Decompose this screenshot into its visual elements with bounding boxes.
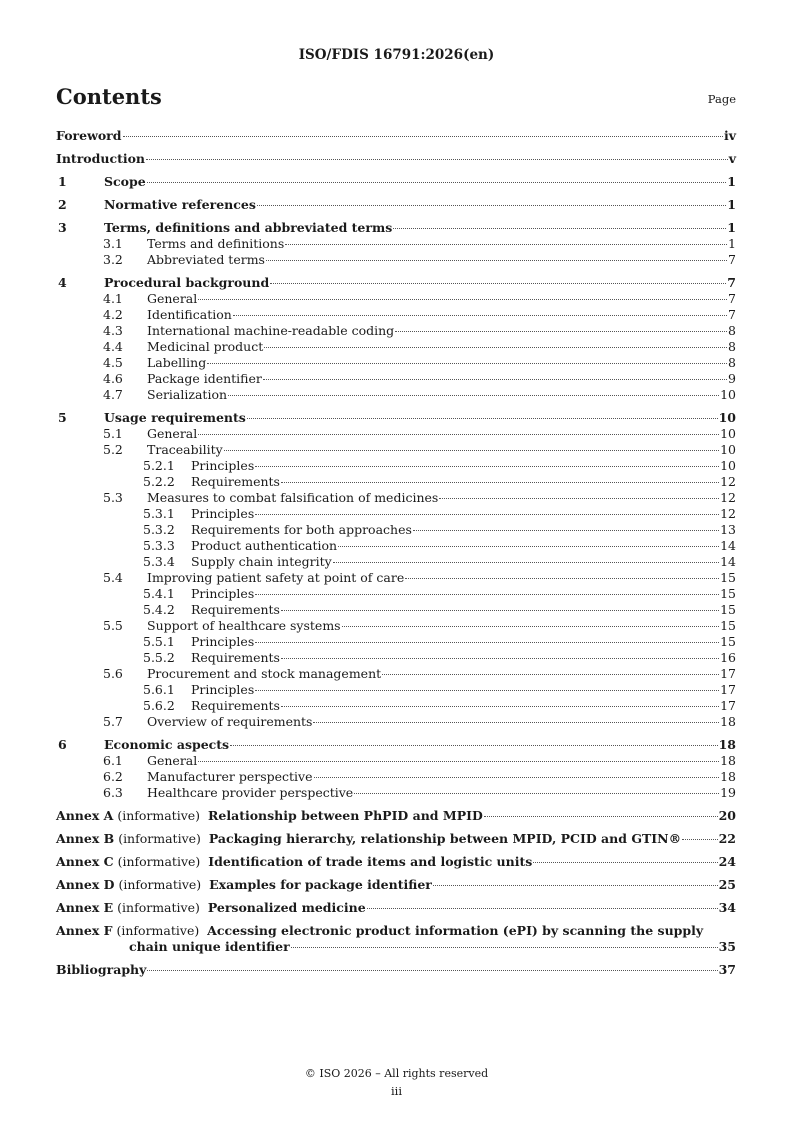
toc-number: 6 — [58, 737, 67, 752]
toc-entry-section-5-3-4[interactable] — [56, 554, 736, 570]
toc-entry-section-5-1[interactable] — [56, 426, 736, 442]
leader-dots — [230, 745, 718, 746]
leader-dots — [270, 283, 726, 284]
toc-title: Procedural background — [104, 275, 270, 290]
leader-dots — [314, 777, 720, 778]
toc-title: Requirements — [191, 602, 280, 617]
document-id: ISO/FDIS 16791:2026(en) — [298, 47, 495, 63]
leader-dots — [533, 862, 717, 863]
toc-page: 1 — [728, 236, 736, 251]
toc-page: 8 — [728, 323, 736, 338]
toc-title: Product authentication — [191, 538, 338, 553]
leader-dots — [255, 466, 719, 467]
toc-title: International machine-readable coding — [147, 323, 395, 338]
toc-page: 14 — [720, 554, 736, 569]
toc-title: Requirements — [191, 474, 280, 489]
toc-entry-section-4-7[interactable] — [56, 387, 736, 403]
toc-title: General — [147, 426, 198, 441]
leader-dots — [382, 674, 719, 675]
toc-page: 22 — [718, 831, 736, 846]
toc-entry-section-5-2[interactable] — [56, 442, 736, 458]
toc-page: 17 — [720, 682, 736, 697]
toc-title: Identification of trade items and logistic units — [208, 854, 533, 869]
leader-dots — [255, 642, 719, 643]
toc-entry-section-3-2[interactable] — [56, 252, 736, 268]
toc-number: 4.2 — [103, 307, 123, 322]
toc-entry-section-6-1[interactable] — [56, 753, 736, 769]
toc-page: 10 — [718, 410, 736, 425]
toc-page: 15 — [720, 586, 736, 601]
toc-entry-annex-f[interactable] — [56, 923, 736, 955]
toc-page: v — [728, 151, 736, 166]
leader-dots — [198, 761, 719, 762]
toc-page: 24 — [718, 854, 736, 869]
toc-title-line1: Accessing electronic product information (ePI) by scanning the supply — [207, 923, 704, 938]
toc-title: Examples for package identifier — [209, 877, 432, 892]
toc-entry-section-5-3-1[interactable] — [56, 506, 736, 522]
toc-entry-section-4-5[interactable] — [56, 355, 736, 371]
leader-dots — [266, 260, 727, 261]
toc-page: 13 — [720, 522, 736, 537]
leader-dots — [405, 578, 719, 579]
toc-number: 5.5.2 — [143, 650, 175, 665]
toc-number: 5.7 — [103, 714, 123, 729]
toc-number: 3 — [58, 220, 67, 235]
leader-dots — [281, 706, 719, 707]
toc-title: Requirements — [191, 698, 280, 713]
leader-dots — [247, 418, 718, 419]
toc-title: Normative references — [104, 197, 256, 212]
toc-page: 1 — [727, 220, 736, 235]
toc-page: 18 — [718, 737, 736, 752]
leader-dots — [255, 514, 719, 515]
toc-title: Terms and definitions — [147, 236, 285, 251]
leader-dots — [439, 498, 719, 499]
toc-number: 5.2 — [103, 442, 123, 457]
toc-number: 4.4 — [103, 339, 123, 354]
toc-page: iv — [723, 128, 736, 143]
toc-entry-section-5-2-2[interactable] — [56, 474, 736, 490]
toc-page: 15 — [720, 634, 736, 649]
page-column-label: Page — [707, 92, 736, 106]
toc-title: Packaging hierarchy, relationship between MPID, PCID and GTIN® — [208, 831, 682, 846]
toc-title: Support of healthcare systems — [147, 618, 341, 633]
leader-dots — [281, 610, 719, 611]
toc-page: 10 — [720, 442, 736, 457]
toc-page: 9 — [728, 371, 736, 386]
leader-dots — [367, 908, 718, 909]
toc-title: Principles — [191, 682, 255, 697]
leader-dots — [264, 347, 727, 348]
toc-page: 7 — [727, 275, 736, 290]
leader-dots — [413, 530, 719, 531]
toc-page: 10 — [720, 426, 736, 441]
toc-page: 8 — [728, 355, 736, 370]
leader-dots — [342, 626, 720, 627]
leader-dots — [291, 947, 718, 948]
annex-label: Annex C — [56, 854, 114, 869]
toc-title: General — [147, 753, 198, 768]
toc-entry-section-1[interactable] — [56, 174, 736, 190]
toc-title: Serialization — [147, 387, 228, 402]
annex-type: (informative) — [118, 831, 201, 846]
toc-title: Introduction — [56, 151, 146, 166]
toc-number: 5.4.1 — [143, 586, 175, 601]
toc-number: 3.1 — [103, 236, 123, 251]
toc-entry-section-6-3[interactable] — [56, 785, 736, 801]
toc-entry-section-5-6-1[interactable] — [56, 682, 736, 698]
annex-type: (informative) — [116, 923, 200, 938]
toc-number: 3.2 — [103, 252, 123, 267]
toc-title: Principles — [191, 506, 255, 521]
table-of-contents — [56, 128, 736, 978]
toc-page: 7 — [728, 307, 736, 322]
toc-page: 18 — [720, 753, 736, 768]
toc-title: Usage requirements — [104, 410, 246, 425]
leader-dots — [255, 594, 719, 595]
toc-entry-section-5-4[interactable] — [56, 570, 736, 586]
toc-entry-section-4-4[interactable] — [56, 339, 736, 355]
leader-dots — [257, 205, 726, 206]
toc-entry-section-4-2[interactable] — [56, 307, 736, 323]
toc-entry-section-5-4-1[interactable] — [56, 586, 736, 602]
leader-dots — [123, 136, 723, 137]
toc-entry-section-5-3-2[interactable] — [56, 522, 736, 538]
toc-entry-section-3-1[interactable] — [56, 236, 736, 252]
toc-title: Scope — [104, 174, 146, 189]
toc-number: 5.5 — [103, 618, 123, 633]
toc-entry-section-5-5[interactable] — [56, 618, 736, 634]
toc-page: 17 — [720, 666, 736, 681]
toc-title: Requirements — [191, 650, 280, 665]
toc-number: 4.7 — [103, 387, 123, 402]
toc-title: Principles — [191, 458, 255, 473]
toc-page: 18 — [720, 769, 736, 784]
toc-number: 4 — [58, 275, 67, 290]
leader-dots — [313, 722, 719, 723]
toc-entry-section-5[interactable] — [56, 410, 736, 426]
toc-number: 5.3 — [103, 490, 123, 505]
toc-number: 4.1 — [103, 291, 123, 306]
annex-type: (informative) — [117, 854, 201, 869]
toc-number: 5.6.2 — [143, 698, 175, 713]
toc-title: Personalized medicine — [207, 900, 366, 915]
toc-number: 6.2 — [103, 769, 123, 784]
toc-page: 12 — [720, 490, 736, 505]
leader-dots — [333, 562, 719, 563]
toc-entry-annex-a[interactable] — [56, 808, 736, 824]
leader-dots — [281, 482, 719, 483]
toc-page: 12 — [720, 474, 736, 489]
toc-page: 12 — [720, 506, 736, 521]
leader-dots — [228, 395, 719, 396]
leader-dots — [354, 793, 719, 794]
toc-entry-section-4[interactable] — [56, 275, 736, 291]
toc-title: General — [147, 291, 198, 306]
toc-page: 34 — [718, 900, 736, 915]
toc-entry-bibliography[interactable] — [56, 962, 736, 978]
toc-entry-section-6[interactable] — [56, 737, 736, 753]
toc-page: 17 — [720, 698, 736, 713]
leader-dots — [393, 228, 726, 229]
toc-title: Foreword — [56, 128, 122, 143]
toc-number: 5.3.2 — [143, 522, 175, 537]
toc-entry-section-5-3-3[interactable] — [56, 538, 736, 554]
toc-title: Procurement and stock management — [147, 666, 382, 681]
annex-label: Annex D — [56, 877, 115, 892]
toc-entry-introduction[interactable] — [56, 151, 736, 167]
leader-dots — [198, 299, 727, 300]
leader-dots — [255, 690, 719, 691]
toc-number: 5.3.4 — [143, 554, 175, 569]
toc-page: 25 — [718, 877, 736, 892]
leader-dots — [147, 970, 717, 971]
toc-page: 15 — [720, 570, 736, 585]
leader-dots — [263, 379, 727, 380]
toc-page: 14 — [720, 538, 736, 553]
toc-number: 5.2.2 — [143, 474, 175, 489]
toc-title: Economic aspects — [104, 737, 230, 752]
toc-page: 7 — [728, 291, 736, 306]
toc-entry-annex-b[interactable] — [56, 831, 736, 847]
annex-label: Annex B — [56, 831, 115, 846]
toc-title: Overview of requirements — [147, 714, 313, 729]
toc-number: 5.2.1 — [143, 458, 175, 473]
toc-title: Traceability — [147, 442, 223, 457]
toc-number: 2 — [58, 197, 67, 212]
toc-entry-section-6-2[interactable] — [56, 769, 736, 785]
toc-title: Medicinal product — [147, 339, 264, 354]
annex-label: Annex E — [56, 900, 114, 915]
toc-entry-annex-e[interactable] — [56, 900, 736, 916]
toc-number: 5.5.1 — [143, 634, 175, 649]
toc-entry-foreword[interactable] — [56, 128, 736, 144]
toc-title: Principles — [191, 586, 255, 601]
page-number: iii — [390, 1084, 403, 1098]
toc-number: 5.3.1 — [143, 506, 175, 521]
leader-dots — [198, 434, 719, 435]
toc-page: 10 — [720, 458, 736, 473]
toc-page: 8 — [728, 339, 736, 354]
annex-type: (informative) — [117, 900, 200, 915]
leader-dots — [281, 658, 719, 659]
leader-dots — [433, 885, 718, 886]
leader-dots — [285, 244, 727, 245]
toc-number: 5 — [58, 410, 67, 425]
toc-title: Principles — [191, 634, 255, 649]
toc-page: 37 — [718, 962, 736, 977]
toc-page: 19 — [720, 785, 736, 800]
leader-dots — [338, 546, 719, 547]
leader-dots — [224, 450, 719, 451]
toc-number: 1 — [58, 174, 67, 189]
toc-number: 5.3.3 — [143, 538, 175, 553]
copyright-notice: © ISO 2026 – All rights reserved — [304, 1067, 489, 1080]
toc-entry-annex-c[interactable] — [56, 854, 736, 870]
toc-number: 6.1 — [103, 753, 123, 768]
toc-title: Requirements for both approaches — [191, 522, 412, 537]
toc-title: Supply chain integrity — [191, 554, 332, 569]
toc-entry-section-4-3[interactable] — [56, 323, 736, 339]
annex-type: (informative) — [117, 808, 201, 823]
toc-page: 16 — [720, 650, 736, 665]
toc-number: 4.6 — [103, 371, 123, 386]
toc-title: Manufacturer perspective — [147, 769, 313, 784]
leader-dots — [147, 182, 727, 183]
annex-label: Annex F — [56, 923, 113, 938]
leader-dots — [233, 315, 727, 316]
toc-page: 1 — [727, 197, 736, 212]
toc-entry-section-5-7[interactable] — [56, 714, 736, 730]
toc-entry-annex-d[interactable] — [56, 877, 736, 893]
contents-title: Contents — [56, 84, 162, 109]
toc-title: Labelling — [147, 355, 207, 370]
toc-title: Terms, definitions and abbreviated terms — [104, 220, 393, 235]
toc-entry-section-2[interactable] — [56, 197, 736, 213]
toc-number: 4.3 — [103, 323, 123, 338]
leader-dots — [146, 159, 728, 160]
toc-entry-section-5-5-1[interactable] — [56, 634, 736, 650]
toc-number: 4.5 — [103, 355, 123, 370]
toc-entry-section-5-6-2[interactable] — [56, 698, 736, 714]
leader-dots — [484, 816, 718, 817]
toc-title: Identification — [147, 307, 232, 322]
leader-dots — [395, 331, 727, 332]
toc-number: 5.6 — [103, 666, 123, 681]
annex-type: (informative) — [118, 877, 202, 892]
toc-entry-section-5-4-2[interactable] — [56, 602, 736, 618]
toc-title: Improving patient safety at point of care — [147, 570, 405, 585]
toc-number: 6.3 — [103, 785, 123, 800]
toc-entry-section-5-3[interactable] — [56, 490, 736, 506]
toc-title: Bibliography — [56, 962, 147, 977]
toc-page: 1 — [727, 174, 736, 189]
toc-title: Measures to combat falsification of medicines — [147, 490, 439, 505]
toc-page: 35 — [718, 939, 736, 954]
annex-label: Annex A — [56, 808, 114, 823]
toc-title: Relationship between PhPID and MPID — [208, 808, 483, 823]
toc-entry-section-5-6[interactable] — [56, 666, 736, 682]
toc-entry-section-4-6[interactable] — [56, 371, 736, 387]
toc-page: 20 — [718, 808, 736, 823]
toc-title: Healthcare provider perspective — [147, 785, 354, 800]
toc-entry-section-3[interactable] — [56, 220, 736, 236]
toc-title-line2: chain unique identifier — [129, 939, 290, 954]
toc-number: 5.4.2 — [143, 602, 175, 617]
toc-number: 5.4 — [103, 570, 123, 585]
toc-title: Abbreviated terms — [147, 252, 265, 267]
toc-entry-section-5-5-2[interactable] — [56, 650, 736, 666]
toc-page: 10 — [720, 387, 736, 402]
toc-entry-section-4-1[interactable] — [56, 291, 736, 307]
toc-page: 18 — [720, 714, 736, 729]
toc-page: 7 — [728, 252, 736, 267]
toc-entry-section-5-2-1[interactable] — [56, 458, 736, 474]
toc-title: Package identifier — [147, 371, 262, 386]
toc-page: 15 — [720, 602, 736, 617]
leader-dots — [682, 839, 718, 840]
leader-dots — [207, 363, 727, 364]
toc-number: 5.6.1 — [143, 682, 175, 697]
toc-number: 5.1 — [103, 426, 123, 441]
toc-page: 15 — [720, 618, 736, 633]
